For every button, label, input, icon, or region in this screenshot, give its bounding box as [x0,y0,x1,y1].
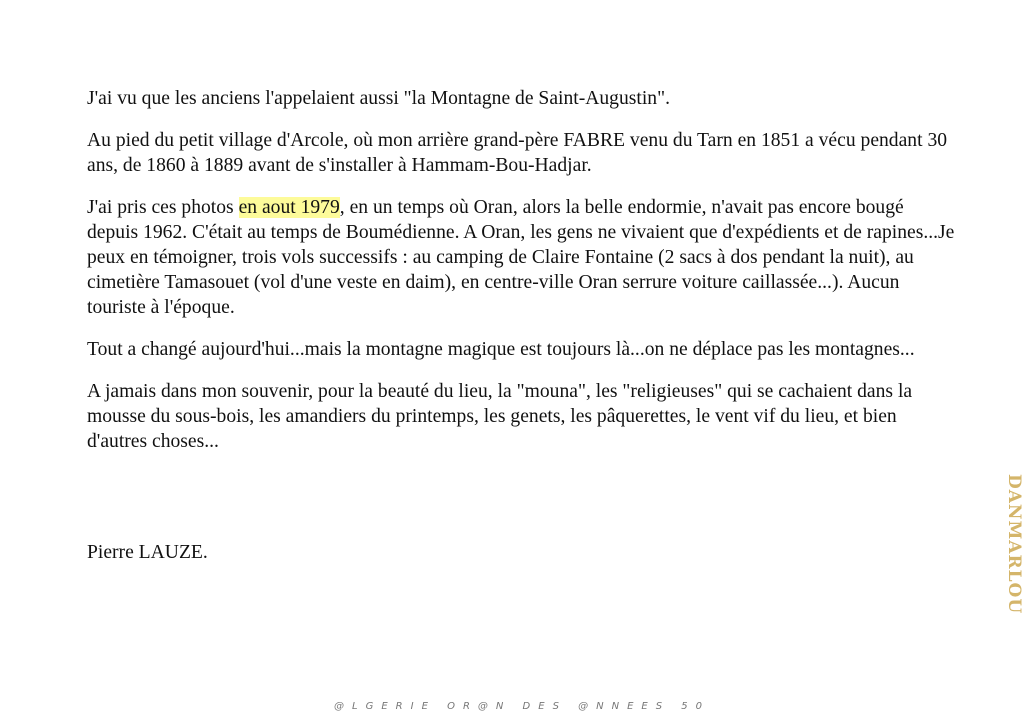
paragraph-photos-1979 [87,195,957,320]
highlighted-date: en aout 1979 [238,197,340,218]
document-body [87,86,957,471]
side-watermark: DANMARLOU [1004,474,1024,615]
paragraph-arcole: Au pied du petit village d'Arcole, où mon arrière grand-père FABRE venu du Tarn en 1851 a vécu pendant 30 ans, de 1860 à 1889 avant de s'installer à Hammam-Bou-Hadjar. [87,130,948,176]
paragraph-souvenir: A jamais dans mon souvenir, pour la beauté du lieu, la "mouna", les "religieuses" qui se cachaient dans la mousse du sous-bois, les amandiers du printemps, les genets, les pâquerettes, le vent vif du lieu, et bien d'autres choses... [87,381,913,452]
paragraph-photos-rest: , en un temps où Oran, alors la belle endormie, n'avait pas encore bougé depuis 1962. C'était au temps de Boumédienne. A Oran, les gens ne vivaient que d'expédients et de rapines...Je peux en témoigner, trois vols successifs : au camping de Claire Fontaine (2 sacs à dos pendant la nuit), au cimetière Tamasouet (vol d'une veste en daim), en centre-ville Oran serrure voiture caillassée...). Aucun touriste à l'époque. [87,197,955,318]
paragraph-saint-augustin: J'ai vu que les anciens l'appelaient aussi "la Montagne de Saint-Augustin". [87,88,670,109]
paragraph-photos-intro: J'ai pris ces photos [87,197,239,218]
page-footer: @LGERIE OR@N DES @NNEES 50 [334,701,710,712]
paragraph-montagne-magique: Tout a changé aujourd'hui...mais la montagne magique est toujours là...on ne déplace pas les montagnes... [87,339,915,360]
author-signature: Pierre LAUZE. [87,542,208,563]
